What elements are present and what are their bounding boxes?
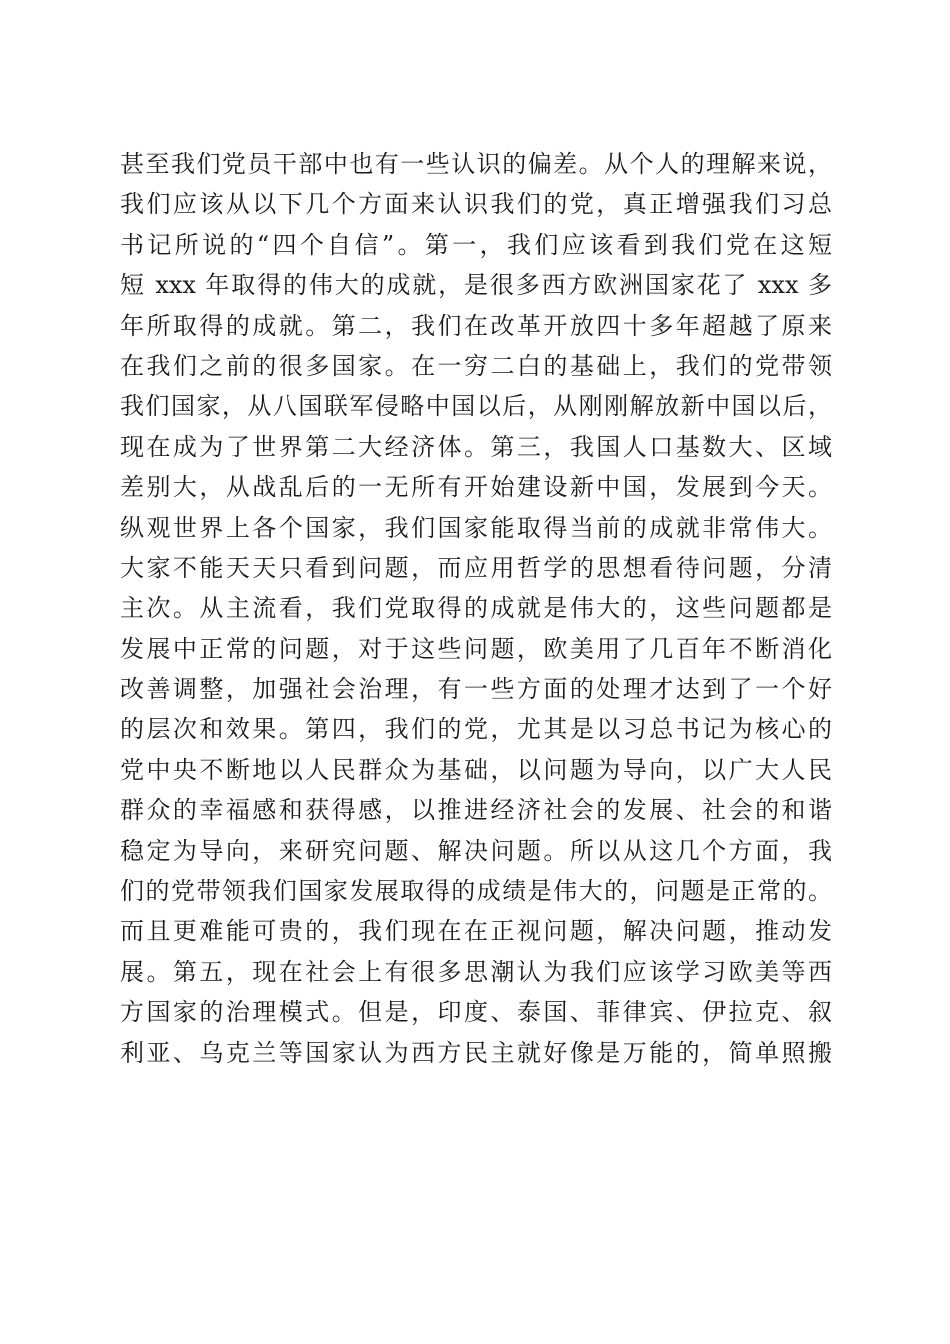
text-line-2: 我们应该从以下几个方面来认识我们的党，真正增强我们习总 (120, 190, 832, 219)
text-line-7: 我们国家，从八国联军侵略中国以后，从刚刚解放新中国以后， (120, 392, 832, 421)
text-line-19: 们的党带领我们国家发展取得的成绩是伟大的，问题是正常的。 (120, 877, 832, 906)
text-line-15: 的层次和效果。第四，我们的党，尤其是以习总书记为核心的 (120, 715, 832, 744)
text-line-1: 甚至我们党员干部中也有一些认识的偏差。从个人的理解来说， (120, 150, 832, 178)
text-line-16: 党中央不断地以人民群众为基础，以问题为导向，以广大人民 (120, 755, 832, 784)
text-line-4: 短 xxx 年取得的伟大的成就，是很多西方欧洲国家花了 xxx 多 (120, 271, 832, 300)
text-line-14: 改善调整，加强社会治理，有一些方面的处理才达到了一个好 (120, 675, 832, 704)
text-line-9: 差别大，从战乱后的一无所有开始建设新中国，发展到今天。 (120, 473, 832, 502)
text-line-17: 群众的幸福感和获得感，以推进经济社会的发展、社会的和谐 (120, 796, 832, 825)
text-line-13: 发展中正常的问题，对于这些问题，欧美用了几百年不断消化 (120, 634, 832, 663)
text-line-5: 年所取得的成就。第二，我们在改革开放四十多年超越了原来 (120, 311, 832, 340)
text-line-10: 纵观世界上各个国家，我们国家能取得当前的成就非常伟大。 (120, 513, 832, 542)
text-line-6: 在我们之前的很多国家。在一穷二白的基础上，我们的党带领 (120, 351, 832, 380)
text-line-23: 利亚、乌克兰等国家认为西方民主就好像是万能的，简单照搬 (120, 1038, 832, 1067)
text-line-12: 主次。从主流看，我们党取得的成就是伟大的，这些问题都是 (120, 594, 832, 623)
text-line-11: 大家不能天天只看到问题，而应用哲学的思想看待问题，分清 (120, 553, 832, 582)
text-line-8: 现在成为了世界第二大经济体。第三，我国人口基数大、区域 (120, 432, 832, 461)
text-line-21: 展。第五，现在社会上有很多思潮认为我们应该学习欧美等西 (120, 957, 832, 986)
text-line-22: 方国家的治理模式。但是，印度、泰国、菲律宾、伊拉克、叙 (120, 998, 832, 1027)
text-line-18: 稳定为导向，来研究问题、解决问题。所以从这几个方面，我 (120, 836, 832, 865)
body-paragraph (120, 144, 832, 1073)
text-line-3: 书记所说的“四个自信”。第一，我们应该看到我们党在这短 (120, 230, 832, 259)
text-line-20: 而且更难能可贵的，我们现在在正视问题，解决问题，推动发 (120, 917, 832, 946)
